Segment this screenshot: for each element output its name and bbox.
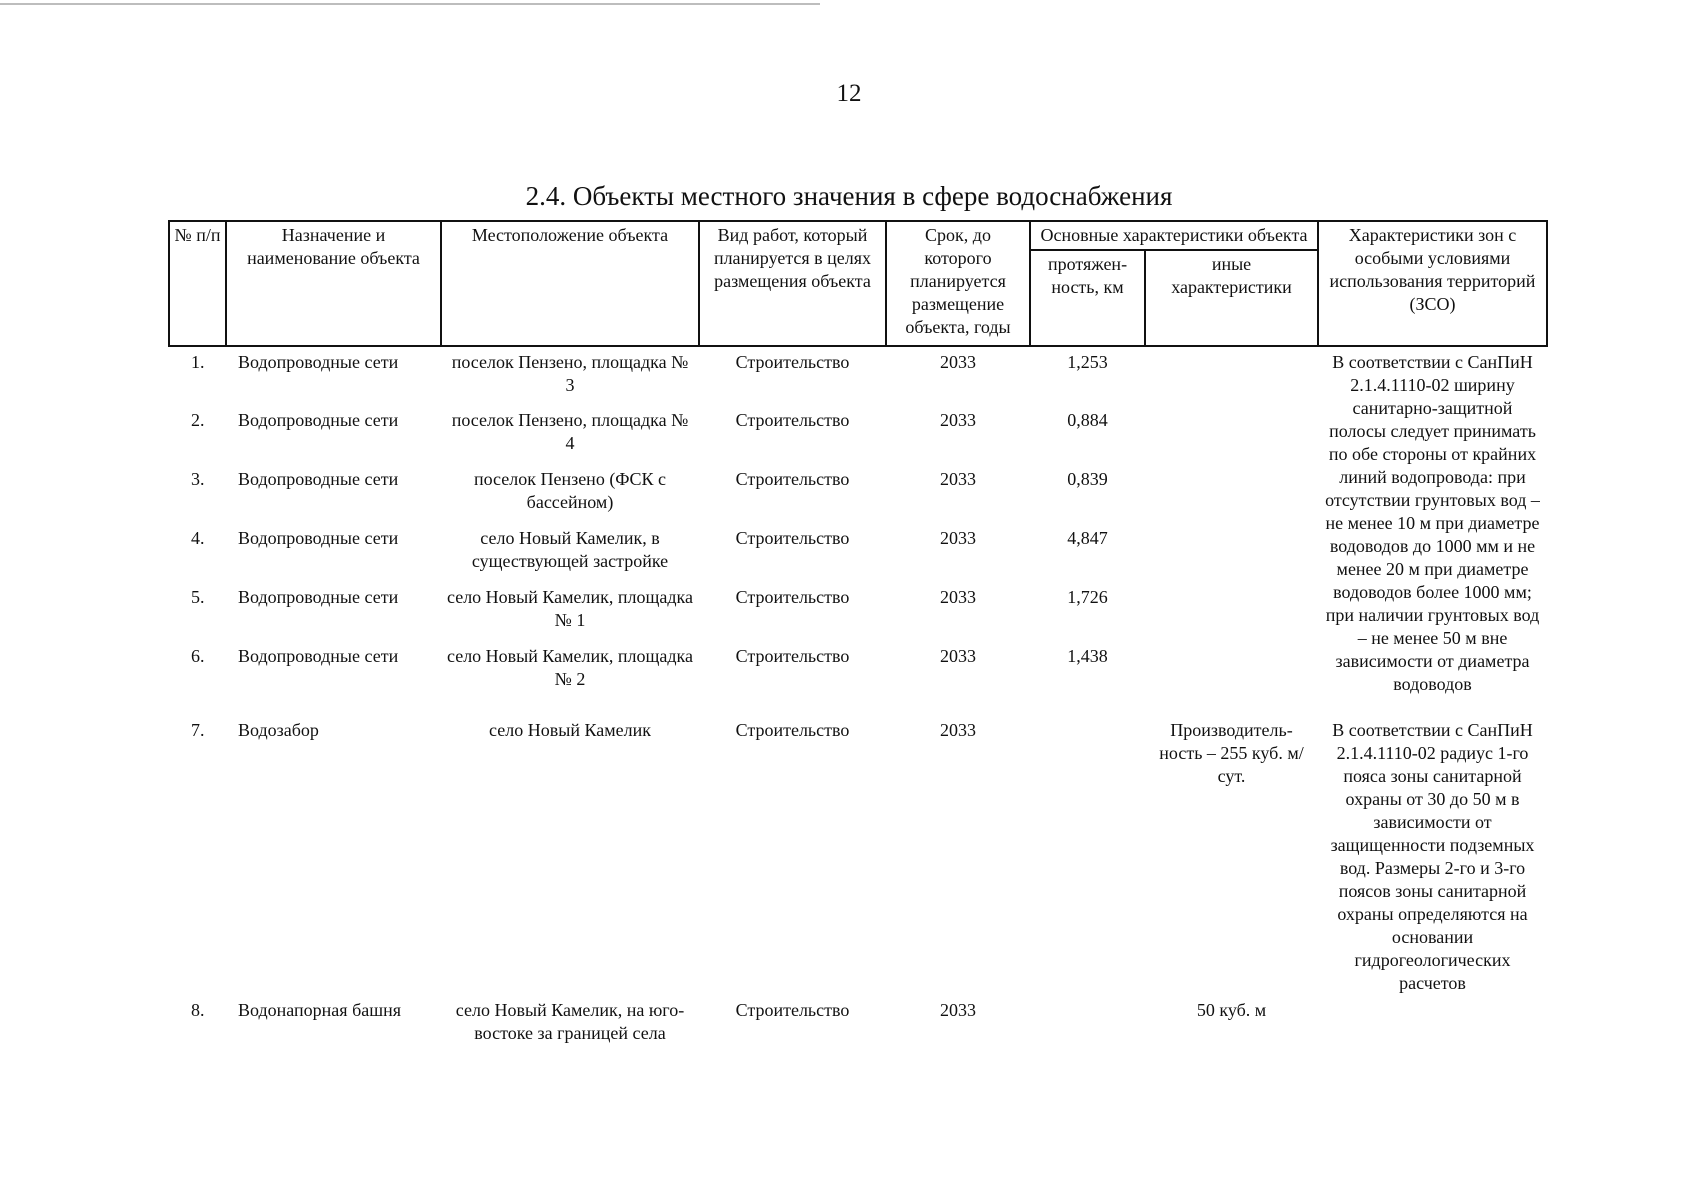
col-header-length: протяжен-ность, км: [1030, 250, 1145, 346]
row-year: 2033: [940, 352, 976, 372]
row-work-type: Строительство: [735, 528, 850, 548]
section-title: 2.4. Объекты местного значения в сфере водоснабжения: [525, 181, 1173, 211]
col-header-num: № п/п: [169, 221, 226, 346]
row-num: 1.: [191, 352, 205, 372]
table-row: [169, 715, 1547, 995]
zso-intake: В соответствии с СанПиН 2.1.4.1110-02 радиус 1-го пояса зоны санитарной охраны от 30 до 50 м в зависимости от защищенности подземных вод. Размеры 2-го и 3-го поясов зоны санитарной охраны определяются на основании гидрогеологических расчетов: [1330, 720, 1535, 993]
row-num: 4.: [191, 528, 205, 548]
row-other: [1145, 405, 1318, 464]
col-header-work-type: Вид работ, который планируется в целях размещения объекта: [699, 221, 886, 346]
row-work-type: Строительство: [735, 410, 850, 430]
row-name: Водопроводные сети: [238, 352, 399, 372]
row-work-type: Строительство: [735, 720, 850, 740]
row-name: Водопроводные сети: [238, 469, 399, 489]
row-name: Водопроводные сети: [238, 646, 399, 666]
row-name: Водопроводные сети: [238, 528, 399, 548]
row-num: 3.: [191, 469, 205, 489]
row-name: Водопроводные сети: [238, 410, 399, 430]
row-other: [1145, 641, 1318, 715]
row-work-type: Строительство: [735, 1000, 850, 1020]
row-location: поселок Пензено, площадка № 3: [451, 352, 689, 395]
scan-top-line: [0, 3, 820, 5]
col-header-location: Местоположение объекта: [441, 221, 699, 346]
row-year: 2033: [940, 528, 976, 548]
row-location: поселок Пензено, площадка № 4: [451, 410, 689, 453]
col-header-other: иные характеристики: [1145, 250, 1318, 346]
row-year: 2033: [940, 720, 976, 740]
col-header-name: Назначение и наименование объекта: [226, 221, 441, 346]
row-name: Водонапорная башня: [238, 1000, 401, 1020]
row-year: 2033: [940, 469, 976, 489]
row-name: Водозабор: [238, 720, 319, 740]
row-year: 2033: [940, 1000, 976, 1020]
row-other: [1145, 582, 1318, 641]
row-year: 2033: [940, 587, 976, 607]
row-num: 6.: [191, 646, 205, 666]
row-location: село Новый Камелик, в существующей застройке: [471, 528, 669, 571]
row-num: 8.: [191, 1000, 205, 1020]
row-num: 7.: [191, 720, 205, 740]
row-other: Производитель-ность – 255 куб. м/сут.: [1159, 720, 1304, 786]
row-work-type: Строительство: [735, 587, 850, 607]
table-row: [169, 346, 1547, 405]
row-other: [1145, 523, 1318, 582]
row-location: село Новый Камелик, на юго-востоке за границей села: [455, 1000, 685, 1043]
row-name: Водопроводные сети: [238, 587, 399, 607]
row-location: село Новый Камелик, площадка № 2: [447, 646, 693, 689]
row-other: [1145, 346, 1318, 405]
zso-networks: В соответствии с СанПиН 2.1.4.1110-02 ширину санитарно-защитной полосы следует принимать по обе стороны от крайних линий водопровода: при отсутствии грунтовых вод – не менее 10 м при диаметре водоводов до 1000 мм и не менее 20 м при диаметре водоводов более 1000 мм; при наличии грунтовых вод – не менее 50 м вне зависимости от диаметра водоводов: [1325, 352, 1540, 694]
row-length: [1030, 995, 1145, 1045]
col-header-zso: Характеристики зон с особыми условиями использования территорий (ЗСО): [1318, 221, 1547, 346]
water-supply-objects-table: [168, 220, 1548, 1045]
row-work-type: Строительство: [735, 352, 850, 372]
row-length: 1,726: [1067, 587, 1108, 607]
row-location: поселок Пензено (ФСК с бассейном): [473, 469, 667, 512]
page-number: 12: [836, 80, 862, 107]
row-work-type: Строительство: [735, 646, 850, 666]
table-row: [169, 995, 1547, 1045]
row-length: [1030, 715, 1145, 995]
row-length: 0,884: [1067, 410, 1108, 430]
row-zso: [1318, 995, 1547, 1045]
row-location: село Новый Камелик, площадка № 1: [447, 587, 693, 630]
row-length: 0,839: [1067, 469, 1108, 489]
row-num: 2.: [191, 410, 205, 430]
row-length: 4,847: [1067, 528, 1108, 548]
row-other: 50 куб. м: [1196, 1000, 1267, 1020]
row-length: 1,253: [1067, 352, 1108, 372]
row-length: 1,438: [1067, 646, 1108, 666]
row-other: [1145, 464, 1318, 523]
col-header-term: Срок, до которого планируется размещение объекта, годы: [886, 221, 1030, 346]
row-year: 2033: [940, 410, 976, 430]
row-num: 5.: [191, 587, 205, 607]
row-work-type: Строительство: [735, 469, 850, 489]
col-header-main-characteristics: Основные характеристики объекта: [1030, 221, 1318, 250]
row-location: село Новый Камелик: [489, 720, 651, 740]
row-year: 2033: [940, 646, 976, 666]
